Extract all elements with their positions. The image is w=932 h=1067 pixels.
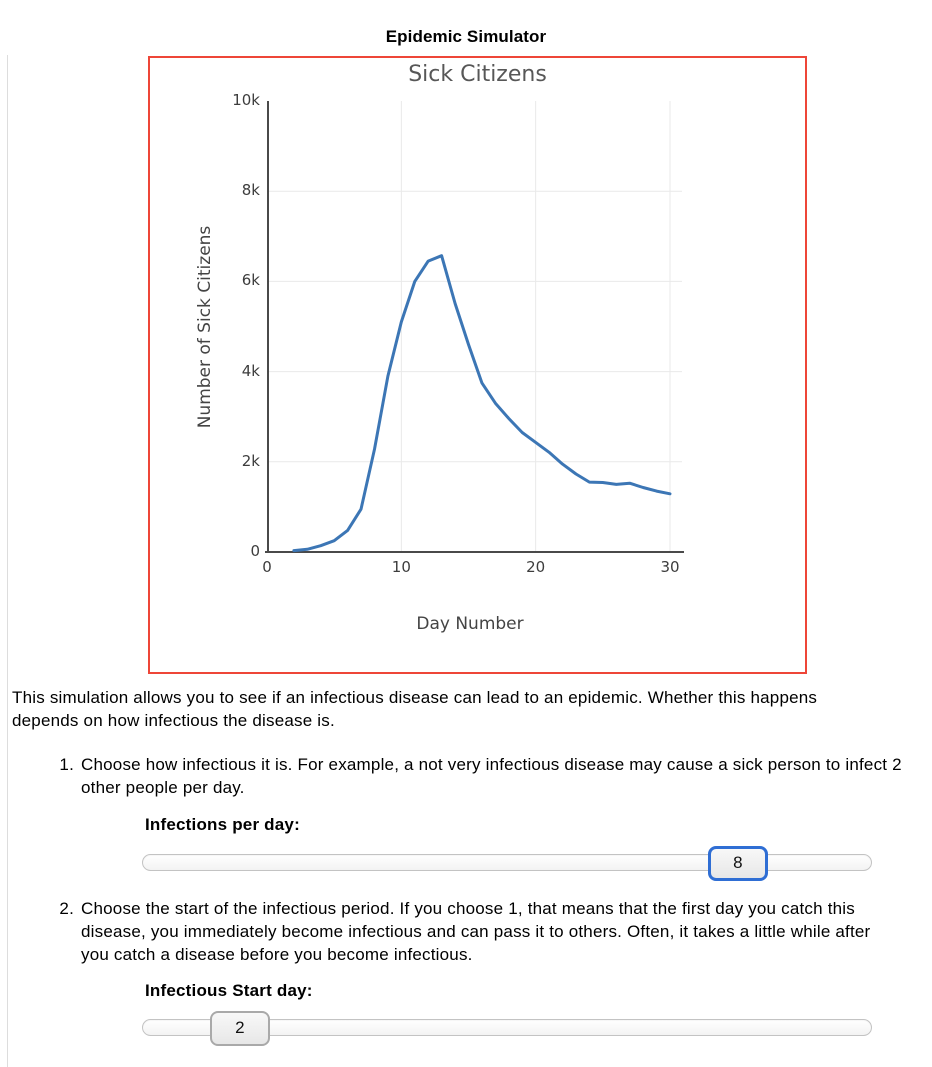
- page-border-line: [7, 55, 8, 1067]
- x-tick-label: 20: [526, 558, 546, 576]
- step-number: 1.: [59, 755, 74, 774]
- infectious-start-day-slider[interactable]: [142, 1011, 872, 1047]
- page-title: Epidemic Simulator: [385, 27, 547, 46]
- y-axis-label: Number of Sick Citizens: [195, 225, 215, 429]
- infections-per-day-label: Infections per day:: [145, 815, 300, 834]
- chart-frame: [148, 56, 807, 674]
- x-axis-label: Day Number: [416, 614, 524, 634]
- infectious-start-day-label: Infectious Start day:: [145, 981, 313, 1000]
- slider-thumb[interactable]: 8: [708, 846, 768, 881]
- chart-title: Sick Citizens: [408, 62, 547, 87]
- y-tick-label: 2k: [241, 451, 260, 470]
- y-tick-label: 6k: [241, 271, 260, 290]
- step-number: 2.: [59, 899, 74, 918]
- y-tick-label: 8k: [241, 181, 260, 200]
- x-tick-label: 30: [660, 558, 680, 576]
- intro-paragraph: This simulation allows you to see if an infectious disease can lead to an epidemic. Whether this happens depends on how infectious the disease is.: [12, 688, 818, 730]
- step-text: Choose how infectious it is. For example, a not very infectious disease may cause a sick person to infect 2 other people per day.: [81, 755, 902, 797]
- slider-thumb[interactable]: 2: [210, 1011, 270, 1046]
- y-tick-label: 10k: [232, 91, 260, 109]
- y-tick-label: 4k: [241, 361, 260, 380]
- y-tick-label: 0: [250, 542, 260, 560]
- step-item-2: [0, 897, 932, 966]
- x-tick-label: 10: [391, 558, 411, 576]
- step-item-1: [0, 753, 932, 799]
- step-text: Choose the start of the infectious period. If you choose 1, that means that the first day you catch this disease, you immediately become infectious and can pass it to others. Often, it takes a little while after you catch a disease before you become infectious.: [81, 899, 871, 964]
- x-tick-label: 0: [262, 558, 272, 576]
- infections-per-day-slider[interactable]: [142, 846, 872, 882]
- sick-citizens-line: [294, 256, 670, 551]
